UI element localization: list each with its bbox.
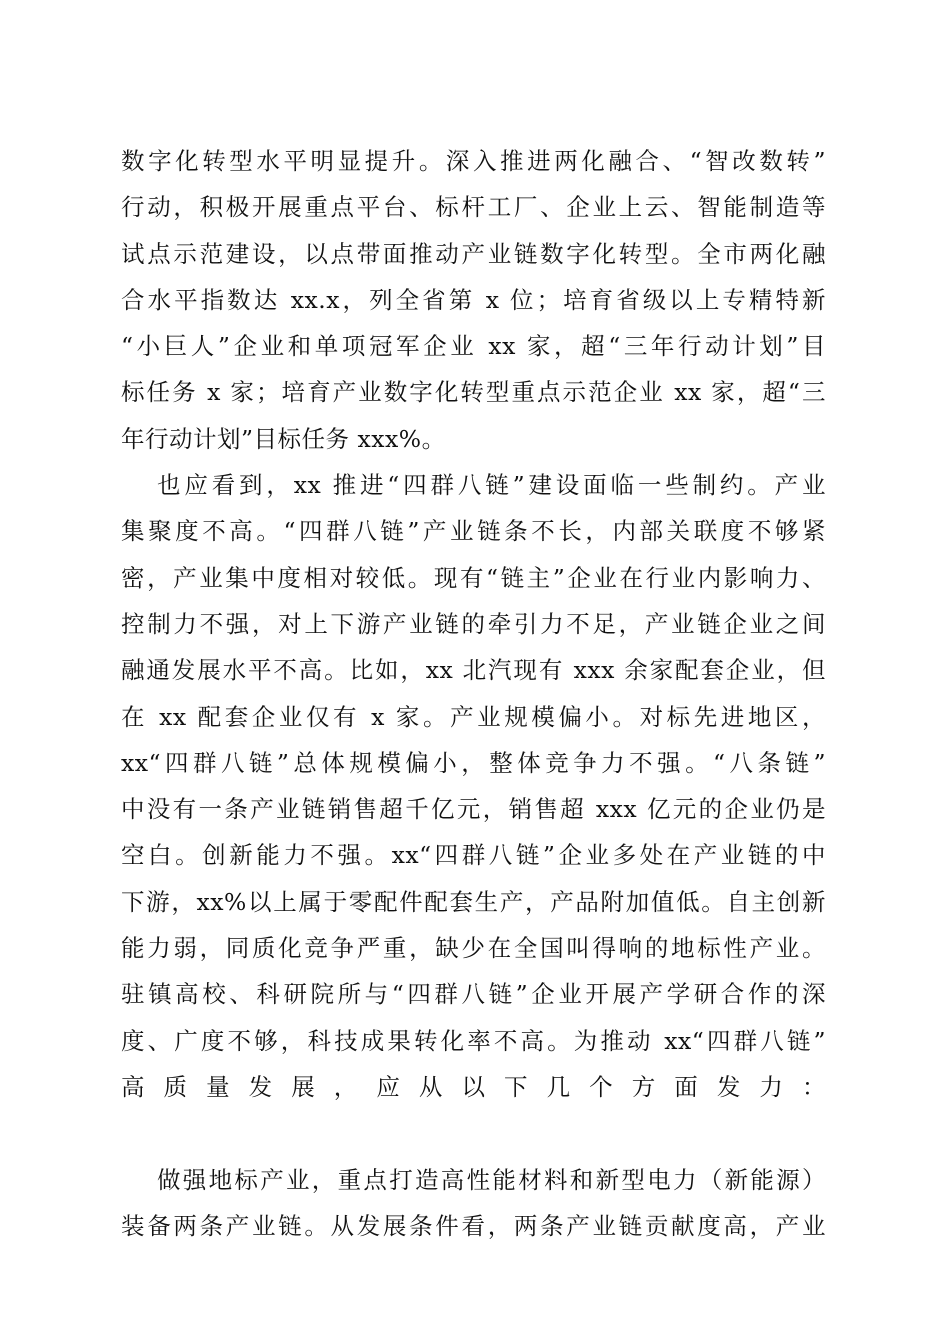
paragraph-2-line-13: 度、广度不够，科技成果转化率不高。为推动 xx“四群八链”: [121, 1026, 826, 1055]
paragraph-1-line-3: 试点示范建设，以点带面推动产业链数字化转型。全市两化融: [121, 239, 826, 268]
paragraph-1-line-5: “小巨人”企业和单项冠军企业 xx 家，超“三年行动计划”目: [121, 332, 826, 361]
paragraph-1-line-7: 年行动计划”目标任务 xxx%。: [121, 424, 446, 453]
paragraph-1-line-4: 合水平指数达 xx.x，列全省第 x 位；培育省级以上专精特新: [121, 285, 826, 314]
body-text: [121, 138, 826, 1249]
paragraph-2-line-8: 中没有一条产业链销售超千亿元，销售超 xxx 亿元的企业仍是: [121, 795, 826, 824]
paragraph-2-line-4: 控制力不强，对上下游产业链的牵引力不足，产业链企业之间: [121, 609, 826, 638]
paragraph-1-line-2: 行动，积极开展重点平台、标杆工厂、企业上云、智能制造等: [121, 193, 826, 222]
paragraph-2-line-14: 高质量发展，应从以下几个方面发力：: [121, 1072, 826, 1101]
paragraph-3-line-1: 做强地标产业，重点打造高性能材料和新型电力（新能源）: [157, 1165, 826, 1194]
paragraph-3-line-2: 装备两条产业链。从发展条件看，两条产业链贡献度高，产业: [121, 1211, 826, 1240]
paragraph-1-line-6: 标任务 x 家；培育产业数字化转型重点示范企业 xx 家，超“三: [121, 378, 826, 407]
paragraph-2-line-2: 集聚度不高。“四群八链”产业链条不长，内部关联度不够紧: [121, 517, 826, 546]
paragraph-2-line-12: 驻镇高校、科研院所与“四群八链”企业开展产学研合作的深: [121, 980, 826, 1009]
paragraph-2-line-11: 能力弱，同质化竞争严重，缺少在全国叫得响的地标性产业。: [121, 934, 826, 963]
paragraph-2-line-1: 也应看到，xx 推进“四群八链”建设面临一些制约。产业: [157, 471, 826, 500]
paragraph-1-line-1: 数字化转型水平明显提升。深入推进两化融合、“智改数转”: [121, 147, 826, 175]
paragraph-2-line-9: 空白。创新能力不强。xx“四群八链”企业多处在产业链的中: [121, 841, 826, 870]
paragraph-2-line-15: [121, 1110, 826, 1156]
paragraph-2-line-6: 在 xx 配套企业仅有 x 家。产业规模偏小。对标先进地区，: [121, 702, 826, 731]
paragraph-2-line-7: xx“四群八链”总体规模偏小，整体竞争力不强。“八条链”: [121, 748, 826, 777]
paragraph-2-line-5: 融通发展水平不高。比如，xx 北汽现有 xxx 余家配套企业，但: [121, 656, 826, 685]
paragraph-2-line-10: 下游，xx%以上属于零配件配套生产，产品附加值低。自主创新: [121, 887, 826, 916]
paragraph-2-line-3: 密，产业集中度相对较低。现有“链主”企业在行业内影响力、: [121, 563, 826, 592]
